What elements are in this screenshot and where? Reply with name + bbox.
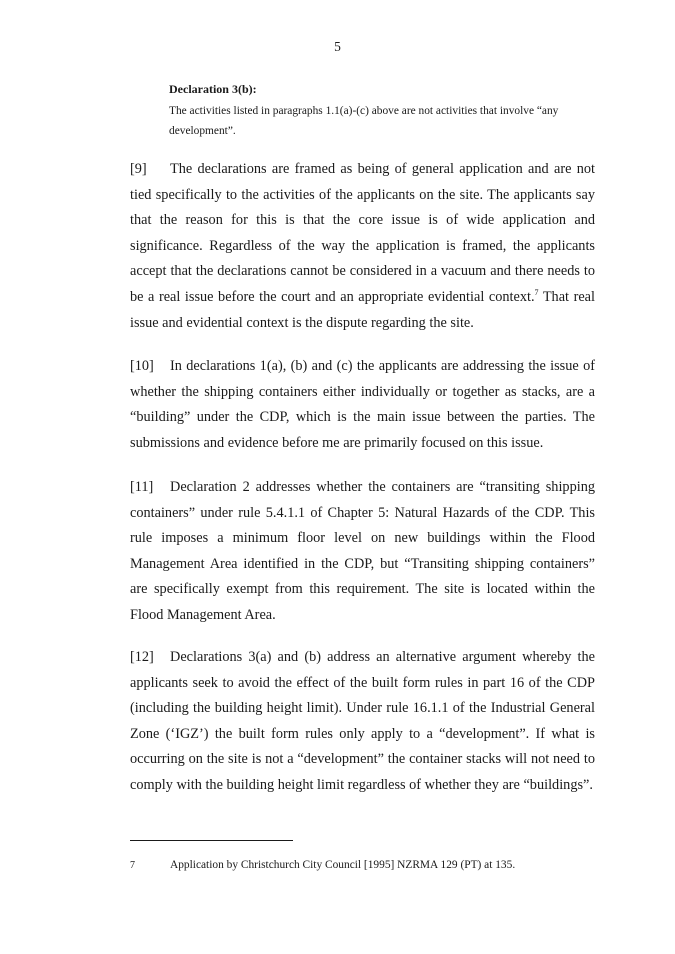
footnote-reference[interactable]: 7 <box>534 288 539 298</box>
footnote-text: Application by Christchurch City Council [1995] NZRMA 129 (PT) at 135. <box>170 859 516 871</box>
footnote-divider <box>130 840 293 841</box>
paragraph-number: [10] <box>130 358 154 374</box>
paragraph-10 <box>130 354 595 456</box>
declaration-3b-block <box>169 80 609 141</box>
footnote-number: 7 <box>130 860 135 871</box>
paragraph-12 <box>130 645 595 799</box>
paragraph-9 <box>130 157 595 336</box>
declaration-text: The activities listed in paragraphs 1.1(a)-(c) above are not activities that involve “any development”. <box>169 105 559 137</box>
paragraph-text: Declaration 2 addresses whether the containers are “transiting shipping containers” under rule 5.4.1.1 of Chapter 5: Natural Hazards of the CDP. This rule imposes a minimum floor level on new buildings within the Flood Management Area identified in the CDP, but “Transiting shipping containers” are specifically exempt from this requirement. The site is located within the Flood Management Area. <box>130 479 595 623</box>
paragraph-number: [12] <box>130 649 154 665</box>
paragraph-number: [11] <box>130 479 154 495</box>
paragraph-text: Declarations 3(a) and (b) address an alternative argument whereby the applicants seek to avoid the effect of the built form rules in part 16 of the CDP (including the building height limit). Under rule 16.1.1 of the Industrial General Zone (‘IGZ’) the built form rules only apply to a “development”. If what is occurring on the site is not a “development” the container stacks will not need to comply with the building height limit regardless of whether they are “buildings”. <box>130 649 595 793</box>
paragraph-text: The declarations are framed as being of general application and are not tied specifically to the activities of the applicants on the site. The applicants say that the reason for this is that the core issue is of wide application and significance. Regardless of the way the application is framed, the applicants accept that the declarations cannot be considered in a vacuum and there needs to be a real issue before the court and an appropriate evidential context. <box>130 161 595 305</box>
page-number: 5 <box>334 39 341 54</box>
paragraph-number: [9] <box>130 161 147 177</box>
paragraph-11 <box>130 475 595 629</box>
footnote <box>130 857 600 874</box>
paragraph-text-continued: That real issue and evidential context is the dispute regarding the site. <box>130 288 595 331</box>
declaration-heading: Declaration 3(b): <box>169 82 257 96</box>
paragraph-text: In declarations 1(a), (b) and (c) the applicants are addressing the issue of whether the shipping containers either individually or together as stacks, are a “building” under the CDP, which is the main issue between the parties. The submissions and evidence before me are primarily focused on this issue. <box>130 358 595 451</box>
